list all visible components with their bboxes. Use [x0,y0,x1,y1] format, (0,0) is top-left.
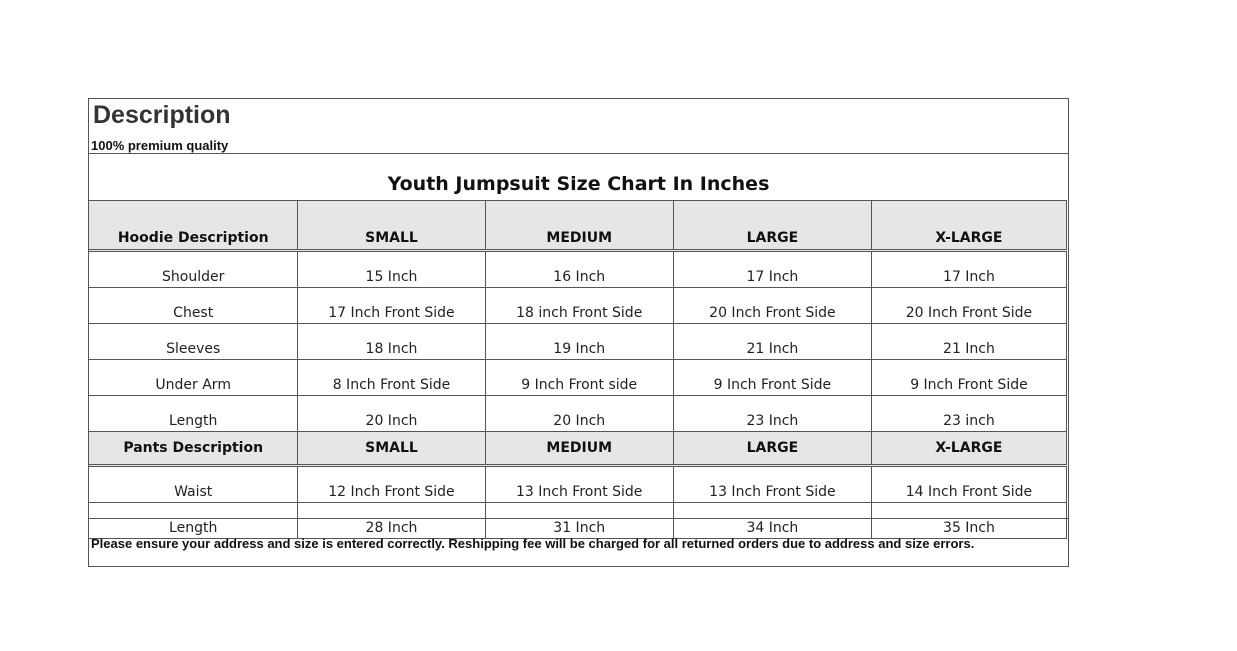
size-chart-sheet [88,98,1069,567]
table-cell: 21 Inch [673,324,871,360]
table-cell: 9 Inch Front side [485,360,673,396]
table-cell: 28 Inch [298,503,485,539]
table-cell: 35 Inch [871,503,1066,539]
table-cell: 12 Inch Front Side [298,466,485,503]
table-cell: 23 inch [871,396,1066,432]
table-cell: 9 Inch Front Side [871,360,1066,396]
description-subtitle: 100% premium quality [91,138,229,153]
header-cell: SMALL [298,201,485,251]
table-cell: 15 Inch [298,251,485,288]
table-row [89,324,1067,360]
table-cell: 14 Inch Front Side [871,466,1066,503]
header-cell: LARGE [673,201,871,251]
header-cell: MEDIUM [485,201,673,251]
table-cell: 21 Inch [871,324,1066,360]
header-cell: X-LARGE [871,201,1066,251]
header-cell: Pants Description [89,432,298,466]
table-cell: 20 Inch Front Side [673,288,871,324]
table-cell: Shoulder [89,251,298,288]
table-cell: 19 Inch [485,324,673,360]
table-row [89,396,1067,432]
shipping-note: Please ensure your address and size is entered correctly. Reshipping fee will be charged for all returned orders due to address and size errors. [89,518,1068,566]
size-table [88,200,1067,539]
header-cell: MEDIUM [485,432,673,466]
table-cell: 23 Inch [673,396,871,432]
table-cell: 16 Inch [485,251,673,288]
table-cell: Under Arm [89,360,298,396]
table-cell: Length [89,396,298,432]
table-cell: 13 Inch Front Side [485,466,673,503]
table-cell: 34 Inch [673,503,871,539]
header-cell: SMALL [298,432,485,466]
table-row [89,466,1067,503]
chart-title: Youth Jumpsuit Size Chart In Inches [387,173,770,195]
table-cell: 13 Inch Front Side [673,466,871,503]
header-cell: X-LARGE [871,432,1066,466]
table-cell: 18 inch Front Side [485,288,673,324]
table-cell: 18 Inch [298,324,485,360]
table-cell: Sleeves [89,324,298,360]
table-cell: Chest [89,288,298,324]
header-cell: Hoodie Description [89,201,298,251]
table-row [89,288,1067,324]
pants-header-row [89,432,1067,466]
table-cell: Length [89,503,298,539]
table-cell: 20 Inch Front Side [871,288,1066,324]
table-row [89,251,1067,288]
table-cell: 17 Inch [871,251,1066,288]
table-cell: 8 Inch Front Side [298,360,485,396]
table-cell: 17 Inch [673,251,871,288]
table-cell: Waist [89,466,298,503]
description-section [89,99,1068,154]
header-cell: LARGE [673,432,871,466]
table-cell: 31 Inch [485,503,673,539]
hoodie-header-row [89,201,1067,251]
table-cell: 20 Inch [298,396,485,432]
table-cell: 17 Inch Front Side [298,288,485,324]
table-row [89,360,1067,396]
description-title: Description [93,101,231,129]
table-cell: 9 Inch Front Side [673,360,871,396]
table-cell: 20 Inch [485,396,673,432]
